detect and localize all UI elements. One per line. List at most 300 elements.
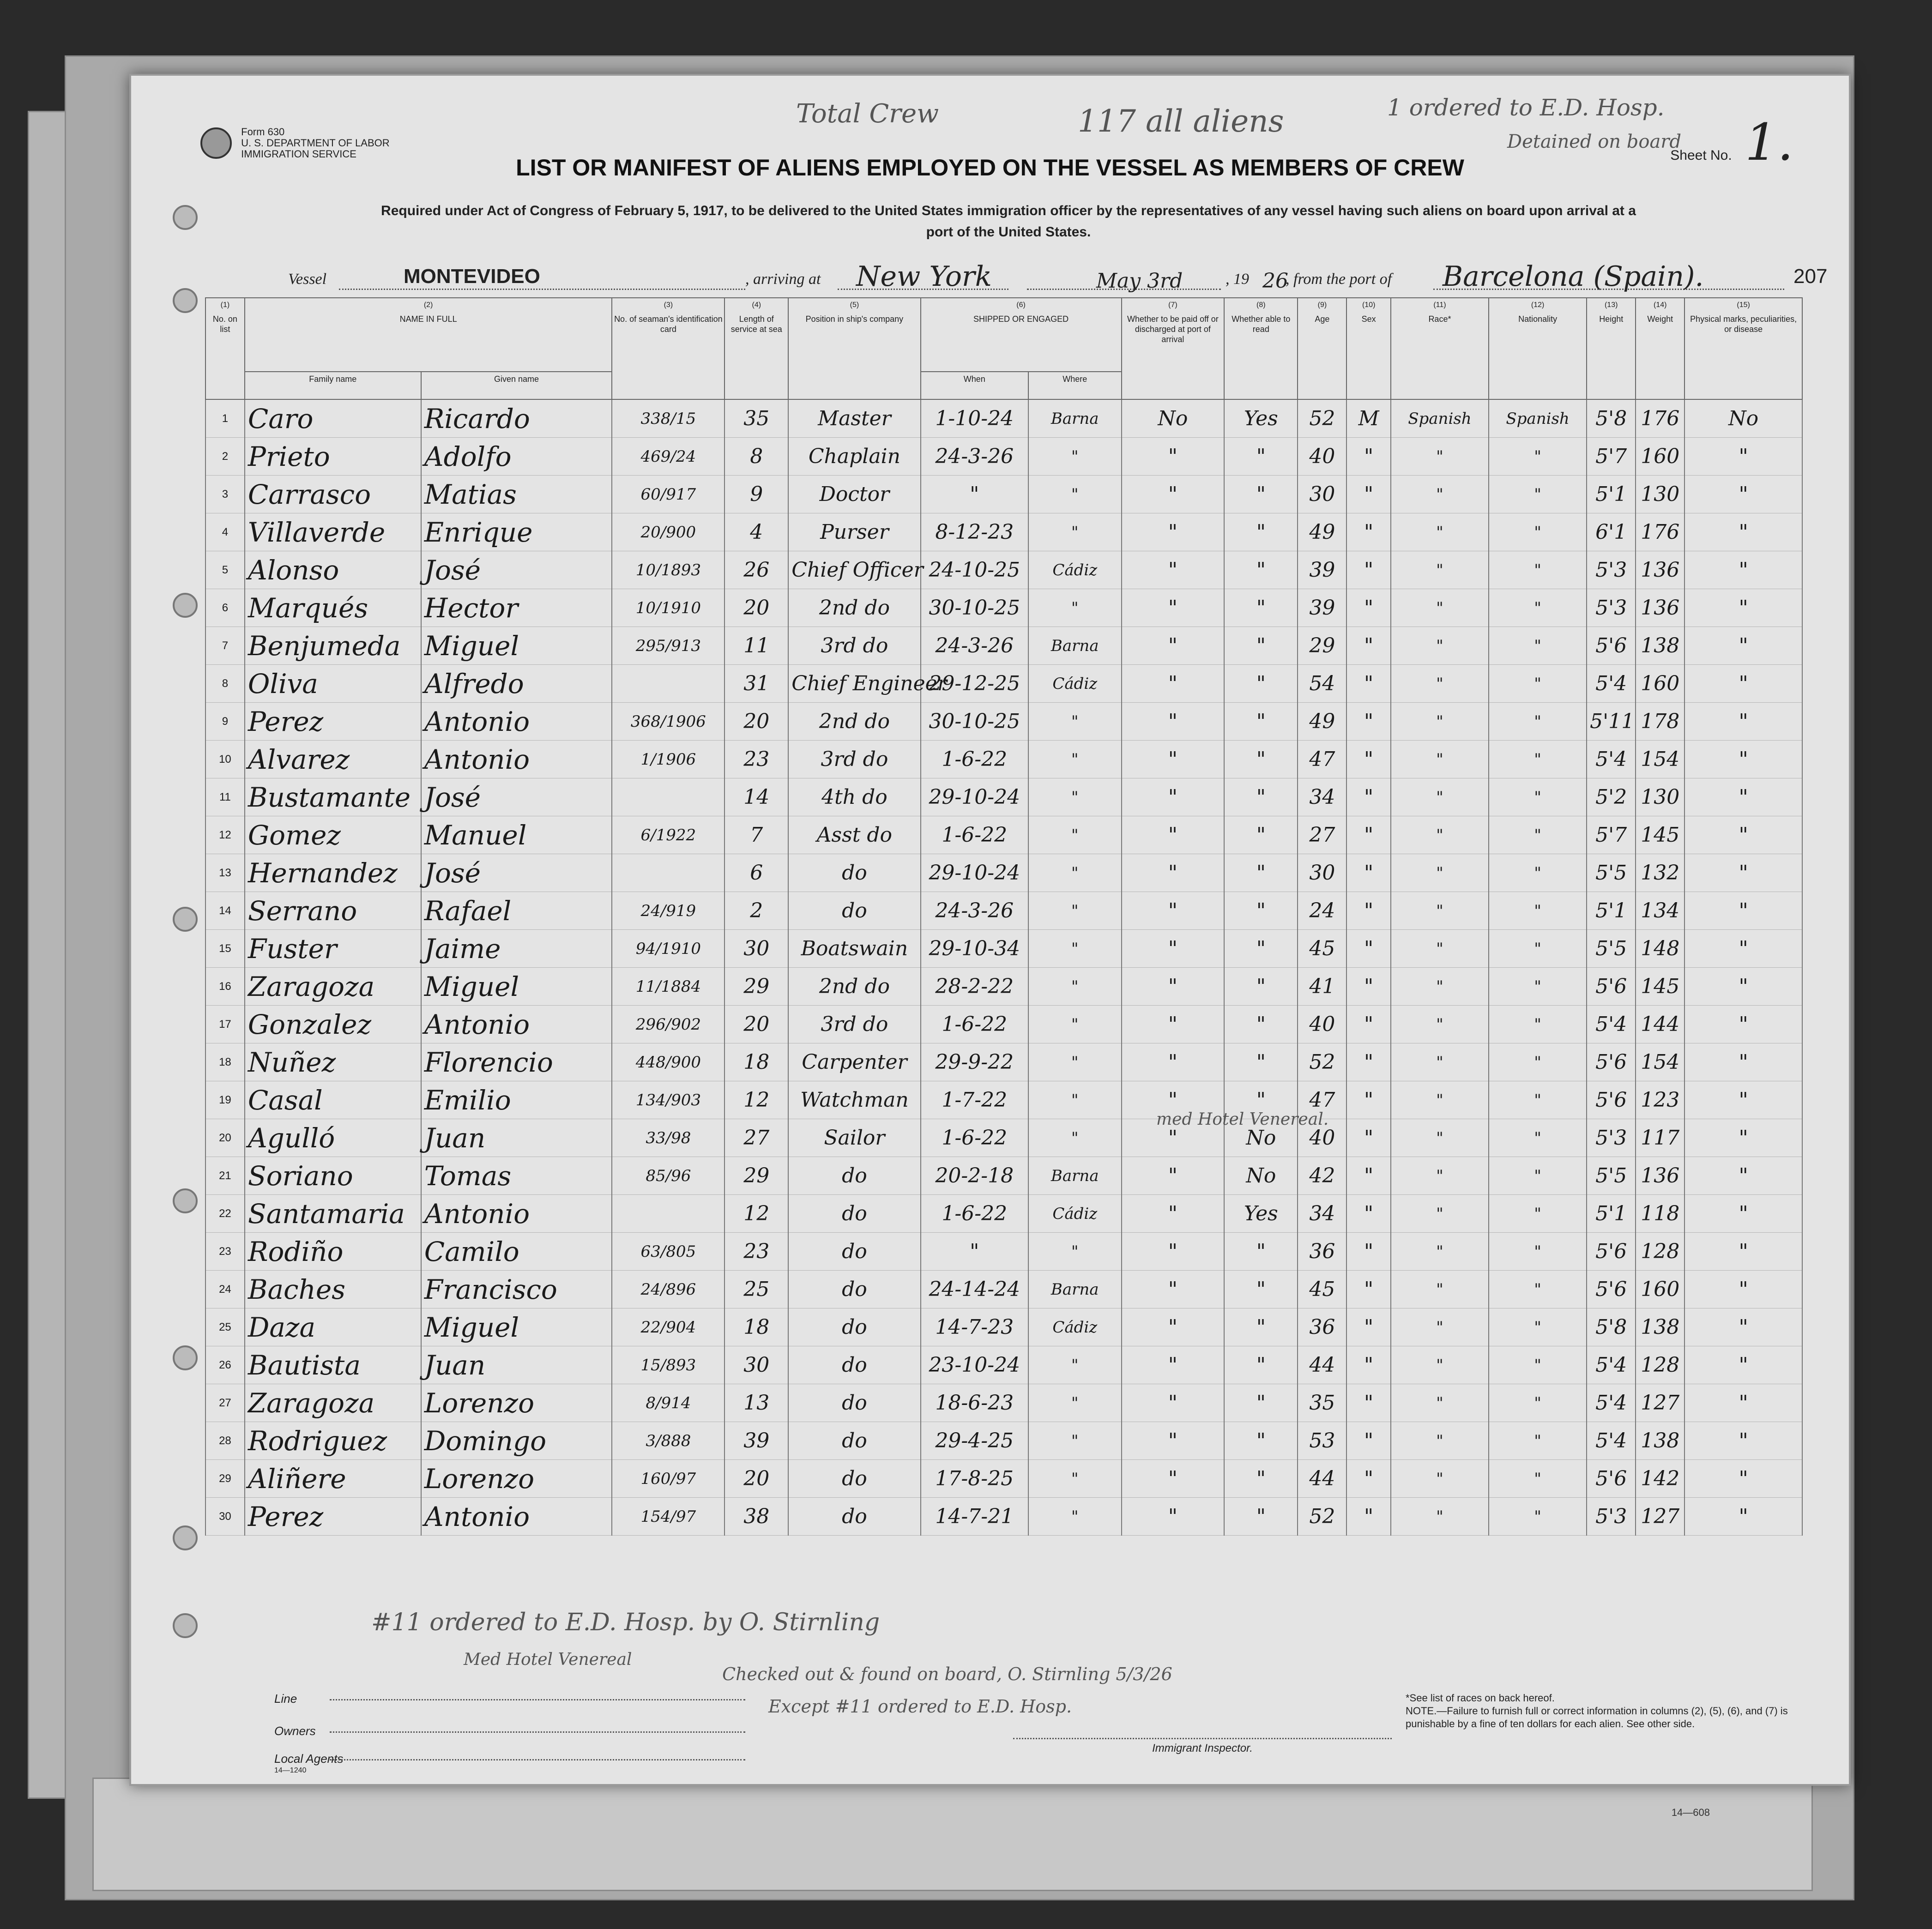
cell-id-card-number: 11/1884 <box>612 968 724 1006</box>
cell-nationality: " <box>1489 665 1587 703</box>
cell-physical-marks: No <box>1684 399 1802 438</box>
cell-shipped-where: " <box>1028 1422 1122 1460</box>
cell-shipped-when: 24-10-25 <box>921 551 1028 589</box>
cell-given-name: José <box>421 778 612 816</box>
cell-able-to-read: " <box>1224 778 1298 816</box>
cell-shipped-when: 30-10-25 <box>921 703 1028 741</box>
cell-race: " <box>1391 665 1489 703</box>
cell-service-length: 20 <box>724 589 788 627</box>
cell-paid-off: " <box>1122 476 1225 513</box>
cell-sex: " <box>1346 476 1390 513</box>
cell-age: 41 <box>1298 968 1346 1006</box>
line-underline <box>330 1699 745 1700</box>
cell-family-name: Agulló <box>245 1119 421 1157</box>
col-header-given-name: Given name <box>421 372 612 399</box>
cell-sex: " <box>1346 1422 1390 1460</box>
cell-service-length: 7 <box>724 816 788 854</box>
cell-ship-position: 4th do <box>788 778 920 816</box>
cell-age: 42 <box>1298 1157 1346 1195</box>
cell-able-to-read: " <box>1224 1043 1298 1081</box>
cell-shipped-where: " <box>1028 892 1122 930</box>
cell-paid-off: " <box>1122 551 1225 589</box>
cell-age: 30 <box>1298 476 1346 513</box>
cell-shipped-when: 1-6-22 <box>921 1006 1028 1043</box>
cell-shipped-when: 1-10-24 <box>921 399 1028 438</box>
cell-family-name: Oliva <box>245 665 421 703</box>
cell-paid-off: " <box>1122 513 1225 551</box>
cell-shipped-when: 28-2-22 <box>921 968 1028 1006</box>
cell-paid-off: No <box>1122 399 1225 438</box>
cell-able-to-read: No <box>1224 1157 1298 1195</box>
cell-given-name: Antonio <box>421 1498 612 1536</box>
cell-race: " <box>1391 513 1489 551</box>
cell-shipped-where: " <box>1028 589 1122 627</box>
cell-service-length: 27 <box>724 1119 788 1157</box>
cell-weight: 123 <box>1636 1081 1684 1119</box>
cell-shipped-where: " <box>1028 1346 1122 1384</box>
cell-family-name: Perez <box>245 1498 421 1536</box>
cell-age: 54 <box>1298 665 1346 703</box>
cell-id-card-number: 1/1906 <box>612 741 724 778</box>
vessel-underline <box>339 289 745 290</box>
cell-paid-off: " <box>1122 1233 1225 1271</box>
binder-hole <box>173 1188 198 1213</box>
cell-service-length: 20 <box>724 703 788 741</box>
cell-weight: 128 <box>1636 1346 1684 1384</box>
cell-given-name: Miguel <box>421 968 612 1006</box>
manifest-sheet <box>129 74 1851 1786</box>
cell-given-name: Juan <box>421 1346 612 1384</box>
col-header-height: (13) Height <box>1587 298 1636 399</box>
cell-ship-position: do <box>788 1498 920 1536</box>
cell-ship-position: Master <box>788 399 920 438</box>
cell-ship-position: 2nd do <box>788 968 920 1006</box>
cell-able-to-read: " <box>1224 438 1298 476</box>
cell-paid-off: " <box>1122 930 1225 968</box>
cell-row-number: 3 <box>205 476 245 513</box>
cell-id-card-number: 469/24 <box>612 438 724 476</box>
cell-row-number: 17 <box>205 1006 245 1043</box>
cell-shipped-where: " <box>1028 1460 1122 1498</box>
cell-physical-marks: " <box>1684 551 1802 589</box>
cell-nationality: " <box>1489 778 1587 816</box>
cell-age: 44 <box>1298 1460 1346 1498</box>
annotation-ordered-hospital: 1 ordered to E.D. Hosp. <box>1387 94 1665 121</box>
cell-physical-marks: " <box>1684 1346 1802 1384</box>
cell-height: 5'2 <box>1587 778 1636 816</box>
cell-able-to-read: " <box>1224 1006 1298 1043</box>
cell-physical-marks: " <box>1684 1460 1802 1498</box>
cell-race: " <box>1391 1157 1489 1195</box>
arriving-label: , arriving at <box>745 271 821 288</box>
cell-race: " <box>1391 930 1489 968</box>
cell-sex: " <box>1346 1006 1390 1043</box>
cell-shipped-where: " <box>1028 930 1122 968</box>
cell-service-length: 38 <box>724 1498 788 1536</box>
cell-able-to-read: " <box>1224 968 1298 1006</box>
cell-sex: " <box>1346 627 1390 665</box>
manifest-footer <box>205 1655 1803 1775</box>
cell-race: Spanish <box>1391 399 1489 438</box>
table-row <box>205 1043 1802 1081</box>
owners-label: Owners <box>274 1724 316 1738</box>
cell-weight: 117 <box>1636 1119 1684 1157</box>
table-row <box>205 1233 1802 1271</box>
cell-ship-position: do <box>788 1157 920 1195</box>
table-row <box>205 589 1802 627</box>
cell-nationality: " <box>1489 1081 1587 1119</box>
cell-shipped-when: 18-6-23 <box>921 1384 1028 1422</box>
cell-row-number: 23 <box>205 1233 245 1271</box>
cell-nationality: " <box>1489 1308 1587 1346</box>
col-header-card: (3) No. of seaman's identification card <box>612 298 724 399</box>
cell-sex: " <box>1346 778 1390 816</box>
sheet-number-value: 1. <box>1745 113 1793 172</box>
cell-service-length: 35 <box>724 399 788 438</box>
cell-physical-marks: " <box>1684 589 1802 627</box>
cell-height: 5'4 <box>1587 1384 1636 1422</box>
cell-row-number: 26 <box>205 1346 245 1384</box>
cell-paid-off: " <box>1122 741 1225 778</box>
cell-weight: 138 <box>1636 627 1684 665</box>
table-row <box>205 1271 1802 1308</box>
cell-shipped-when: 29-12-25 <box>921 665 1028 703</box>
cell-id-card-number: 160/97 <box>612 1460 724 1498</box>
cell-service-length: 12 <box>724 1195 788 1233</box>
cell-row-number: 1 <box>205 399 245 438</box>
cell-nationality: " <box>1489 1422 1587 1460</box>
cell-row-number: 30 <box>205 1498 245 1536</box>
cell-ship-position: Chief Officer <box>788 551 920 589</box>
col-header-weight: (14) Weight <box>1636 298 1684 399</box>
cell-id-card-number: 85/96 <box>612 1157 724 1195</box>
cell-row-number: 29 <box>205 1460 245 1498</box>
cell-sex: " <box>1346 665 1390 703</box>
cell-family-name: Daza <box>245 1308 421 1346</box>
cell-shipped-where: Cádiz <box>1028 665 1122 703</box>
annotation-hospital-order: #11 ordered to E.D. Hosp. by O. Stirnling <box>371 1609 880 1636</box>
cell-shipped-where: Barna <box>1028 399 1122 438</box>
cell-family-name: Alonso <box>245 551 421 589</box>
cell-shipped-where: " <box>1028 1043 1122 1081</box>
cell-nationality: " <box>1489 741 1587 778</box>
cell-family-name: Fuster <box>245 930 421 968</box>
cell-row-number: 16 <box>205 968 245 1006</box>
cell-row-number: 28 <box>205 1422 245 1460</box>
cell-age: 45 <box>1298 930 1346 968</box>
cell-sex: " <box>1346 816 1390 854</box>
cell-id-card-number: 368/1906 <box>612 703 724 741</box>
cell-service-length: 13 <box>724 1384 788 1422</box>
cell-age: 45 <box>1298 1271 1346 1308</box>
cell-weight: 118 <box>1636 1195 1684 1233</box>
cell-height: 5'3 <box>1587 1119 1636 1157</box>
cell-id-card-number: 8/914 <box>612 1384 724 1422</box>
cell-id-card-number: 10/1910 <box>612 589 724 627</box>
cell-physical-marks: " <box>1684 816 1802 854</box>
cell-row-number: 9 <box>205 703 245 741</box>
cell-able-to-read: " <box>1224 1233 1298 1271</box>
cell-physical-marks: " <box>1684 968 1802 1006</box>
cell-ship-position: 3rd do <box>788 627 920 665</box>
cell-family-name: Gonzalez <box>245 1006 421 1043</box>
cell-ship-position: do <box>788 854 920 892</box>
cell-able-to-read: " <box>1224 476 1298 513</box>
cell-ship-position: Boatswain <box>788 930 920 968</box>
cell-given-name: Adolfo <box>421 438 612 476</box>
cell-able-to-read: " <box>1224 1271 1298 1308</box>
cell-race: " <box>1391 1384 1489 1422</box>
cell-nationality: " <box>1489 476 1587 513</box>
cell-able-to-read: " <box>1224 1081 1298 1119</box>
cell-weight: 136 <box>1636 589 1684 627</box>
col-header-where: Where <box>1028 372 1122 399</box>
cell-nationality: Spanish <box>1489 399 1587 438</box>
cell-given-name: Domingo <box>421 1422 612 1460</box>
cell-weight: 136 <box>1636 1157 1684 1195</box>
cell-physical-marks: " <box>1684 1081 1802 1119</box>
cell-nationality: " <box>1489 1006 1587 1043</box>
cell-shipped-where: Cádiz <box>1028 551 1122 589</box>
cell-given-name: Miguel <box>421 1308 612 1346</box>
annotation-venereal: med Hotel Venereal. <box>1156 1110 1329 1129</box>
cell-given-name: Alfredo <box>421 665 612 703</box>
cell-given-name: Antonio <box>421 703 612 741</box>
cell-weight: 154 <box>1636 1043 1684 1081</box>
cell-able-to-read: " <box>1224 854 1298 892</box>
cell-physical-marks: " <box>1684 1043 1802 1081</box>
cell-family-name: Villaverde <box>245 513 421 551</box>
cell-sex: " <box>1346 741 1390 778</box>
cell-age: 36 <box>1298 1233 1346 1271</box>
cell-shipped-where: " <box>1028 778 1122 816</box>
cell-shipped-where: " <box>1028 513 1122 551</box>
cell-height: 5'6 <box>1587 968 1636 1006</box>
cell-age: 39 <box>1298 589 1346 627</box>
cell-given-name: Jaime <box>421 930 612 968</box>
cell-row-number: 14 <box>205 892 245 930</box>
cell-paid-off: " <box>1122 1422 1225 1460</box>
cell-row-number: 7 <box>205 627 245 665</box>
table-row <box>205 778 1802 816</box>
cell-able-to-read: " <box>1224 703 1298 741</box>
table-row <box>205 703 1802 741</box>
cell-shipped-where: " <box>1028 476 1122 513</box>
cell-weight: 136 <box>1636 551 1684 589</box>
cell-shipped-where: " <box>1028 1119 1122 1157</box>
cell-shipped-where: Cádiz <box>1028 1195 1122 1233</box>
cell-shipped-when: 29-4-25 <box>921 1422 1028 1460</box>
cell-shipped-when: 24-3-26 <box>921 627 1028 665</box>
cell-id-card-number: 15/893 <box>612 1346 724 1384</box>
cell-weight: 145 <box>1636 816 1684 854</box>
page-subtitle <box>196 200 1821 243</box>
cell-able-to-read: " <box>1224 627 1298 665</box>
cell-sex: " <box>1346 1043 1390 1081</box>
cell-paid-off: " <box>1122 854 1225 892</box>
cell-nationality: " <box>1489 513 1587 551</box>
cell-race: " <box>1391 854 1489 892</box>
cell-id-card-number: 60/917 <box>612 476 724 513</box>
cell-row-number: 27 <box>205 1384 245 1422</box>
cell-given-name: Antonio <box>421 1195 612 1233</box>
cell-ship-position: Watchman <box>788 1081 920 1119</box>
cell-height: 5'5 <box>1587 1157 1636 1195</box>
cell-service-length: 25 <box>724 1271 788 1308</box>
cell-age: 40 <box>1298 1119 1346 1157</box>
cell-row-number: 8 <box>205 665 245 703</box>
cell-service-length: 11 <box>724 627 788 665</box>
cell-nationality: " <box>1489 1195 1587 1233</box>
cell-weight: 132 <box>1636 854 1684 892</box>
subtitle-line-2: port of the United States. <box>926 224 1091 240</box>
cell-physical-marks: " <box>1684 1006 1802 1043</box>
cell-shipped-where: " <box>1028 1384 1122 1422</box>
cell-weight: 176 <box>1636 513 1684 551</box>
binder-hole <box>173 288 198 313</box>
cell-age: 47 <box>1298 741 1346 778</box>
cell-family-name: Zaragoza <box>245 1384 421 1422</box>
cell-row-number: 12 <box>205 816 245 854</box>
col-header-race: (11) Race* <box>1391 298 1489 399</box>
cell-weight: 130 <box>1636 476 1684 513</box>
cell-given-name: Florencio <box>421 1043 612 1081</box>
col-header-when: When <box>921 372 1028 399</box>
cell-nationality: " <box>1489 816 1587 854</box>
table-row <box>205 476 1802 513</box>
cell-family-name: Soriano <box>245 1157 421 1195</box>
cell-paid-off: " <box>1122 892 1225 930</box>
cell-paid-off: " <box>1122 438 1225 476</box>
cell-sex: " <box>1346 589 1390 627</box>
cell-shipped-where: " <box>1028 854 1122 892</box>
cell-weight: 142 <box>1636 1460 1684 1498</box>
cell-nationality: " <box>1489 1384 1587 1422</box>
cell-given-name: Matias <box>421 476 612 513</box>
cell-id-card-number: 296/902 <box>612 1006 724 1043</box>
cell-race: " <box>1391 741 1489 778</box>
cell-given-name: Francisco <box>421 1271 612 1308</box>
cell-shipped-where: " <box>1028 968 1122 1006</box>
cell-able-to-read: " <box>1224 551 1298 589</box>
cell-paid-off: " <box>1122 968 1225 1006</box>
table-row <box>205 854 1802 892</box>
cell-paid-off: " <box>1122 627 1225 665</box>
cell-service-length: 29 <box>724 968 788 1006</box>
cell-service-length: 18 <box>724 1308 788 1346</box>
cell-race: " <box>1391 438 1489 476</box>
cell-sex: " <box>1346 438 1390 476</box>
cell-id-card-number: 94/1910 <box>612 930 724 968</box>
cell-sex: " <box>1346 1498 1390 1536</box>
cell-family-name: Carrasco <box>245 476 421 513</box>
cell-physical-marks: " <box>1684 892 1802 930</box>
local-agents-label: Local Agents <box>274 1752 344 1766</box>
cell-weight: 138 <box>1636 1308 1684 1346</box>
cell-height: 5'6 <box>1587 1081 1636 1119</box>
cell-height: 5'4 <box>1587 1006 1636 1043</box>
cell-height: 5'6 <box>1587 1233 1636 1271</box>
cell-nationality: " <box>1489 1498 1587 1536</box>
cell-age: 49 <box>1298 703 1346 741</box>
cell-row-number: 5 <box>205 551 245 589</box>
cell-able-to-read: " <box>1224 513 1298 551</box>
cell-physical-marks: " <box>1684 741 1802 778</box>
cell-able-to-read: Yes <box>1224 399 1298 438</box>
department-name: U. S. DEPARTMENT OF LABOR <box>241 137 390 149</box>
cell-shipped-when: " <box>921 476 1028 513</box>
cell-paid-off: " <box>1122 1043 1225 1081</box>
cell-family-name: Zaragoza <box>245 968 421 1006</box>
cell-row-number: 4 <box>205 513 245 551</box>
binder-hole <box>173 205 198 230</box>
cell-ship-position: do <box>788 1233 920 1271</box>
cell-row-number: 21 <box>205 1157 245 1195</box>
cell-age: 52 <box>1298 1498 1346 1536</box>
cell-ship-position: Doctor <box>788 476 920 513</box>
cell-nationality: " <box>1489 930 1587 968</box>
cell-service-length: 12 <box>724 1081 788 1119</box>
cell-service-length: 9 <box>724 476 788 513</box>
cell-sex: " <box>1346 1119 1390 1157</box>
cell-service-length: 18 <box>724 1043 788 1081</box>
cell-age: 44 <box>1298 1346 1346 1384</box>
table-row <box>205 1081 1802 1119</box>
cell-ship-position: do <box>788 1384 920 1422</box>
cell-shipped-when: 1-6-22 <box>921 1119 1028 1157</box>
cell-height: 5'8 <box>1587 399 1636 438</box>
cell-ship-position: 3rd do <box>788 741 920 778</box>
cell-ship-position: do <box>788 1460 920 1498</box>
cell-physical-marks: " <box>1684 1308 1802 1346</box>
cell-family-name: Bautista <box>245 1346 421 1384</box>
col-header-position: (5) Position in ship's company <box>788 298 920 399</box>
cell-height: 5'5 <box>1587 854 1636 892</box>
cell-family-name: Benjumeda <box>245 627 421 665</box>
underlying-page-bottom <box>92 1778 1813 1891</box>
cell-shipped-where: Barna <box>1028 1271 1122 1308</box>
cell-height: 5'8 <box>1587 1308 1636 1346</box>
cell-ship-position: do <box>788 1346 920 1384</box>
cell-physical-marks: " <box>1684 930 1802 968</box>
cell-shipped-when: 29-9-22 <box>921 1043 1028 1081</box>
cell-able-to-read: " <box>1224 665 1298 703</box>
cell-shipped-when: 14-7-21 <box>921 1498 1028 1536</box>
cell-sex: " <box>1346 513 1390 551</box>
annotation-all-aliens: 117 all aliens <box>1078 103 1284 139</box>
cell-shipped-where: Barna <box>1028 1157 1122 1195</box>
cell-id-card-number: 24/896 <box>612 1271 724 1308</box>
cell-id-card-number: 6/1922 <box>612 816 724 854</box>
cell-service-length: 20 <box>724 1460 788 1498</box>
cell-physical-marks: " <box>1684 513 1802 551</box>
cell-height: 5'6 <box>1587 627 1636 665</box>
cell-nationality: " <box>1489 1043 1587 1081</box>
table-row <box>205 1346 1802 1384</box>
cell-service-length: 29 <box>724 1157 788 1195</box>
cell-id-card-number: 448/900 <box>612 1043 724 1081</box>
cell-physical-marks: " <box>1684 438 1802 476</box>
cell-paid-off: " <box>1122 1460 1225 1498</box>
cell-race: " <box>1391 1346 1489 1384</box>
cell-family-name: Baches <box>245 1271 421 1308</box>
cell-weight: 160 <box>1636 665 1684 703</box>
cell-race: " <box>1391 1460 1489 1498</box>
cell-family-name: Perez <box>245 703 421 741</box>
local-agents-underline <box>330 1759 745 1760</box>
cell-paid-off: " <box>1122 1498 1225 1536</box>
cell-age: 34 <box>1298 1195 1346 1233</box>
